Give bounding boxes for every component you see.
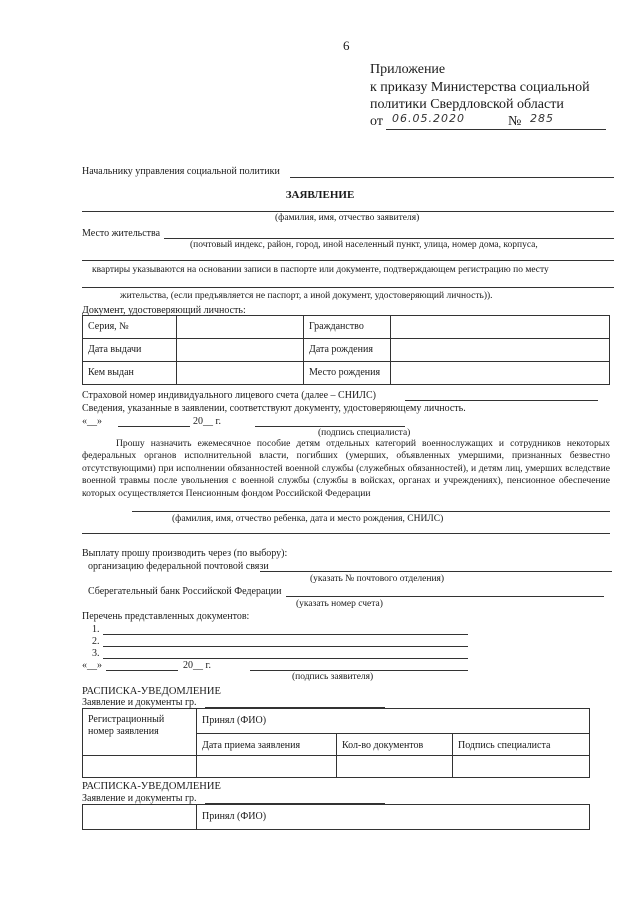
document-item-3: 3.	[92, 648, 100, 659]
annex-line-3: политики Свердловской области	[370, 97, 564, 112]
annex-date-handwritten: 06.05.2020	[392, 112, 465, 125]
id-issue-date-label: Дата выдачи	[88, 344, 142, 355]
annex-line-1: Приложение	[370, 62, 446, 77]
date-day-1: «__»	[82, 416, 102, 427]
payment-bank-caption: (указать номер счета)	[296, 599, 383, 609]
applicant-caption: (фамилия, имя, отчество заявителя)	[275, 213, 420, 223]
receipt-2-subtitle: Заявление и документы гр.	[82, 793, 197, 804]
specialist-sign-caption: (подпись специалиста)	[318, 428, 411, 438]
annex-number-sign: №	[508, 114, 522, 129]
applicant-name-line[interactable]	[82, 211, 614, 212]
id-series-label: Серия, №	[88, 321, 129, 332]
child-info-line[interactable]	[132, 511, 610, 512]
id-citizenship-label: Гражданство	[309, 321, 364, 332]
id-document-label: Документ, удостоверяющий личность:	[82, 305, 246, 316]
receipt-1-reg-number: Регистрационный номер заявления	[88, 714, 165, 737]
document-line-2[interactable]	[103, 646, 468, 647]
applicant-sign-line[interactable]	[250, 670, 468, 671]
residence-label: Место жительства	[82, 228, 161, 239]
document-item-1: 1.	[92, 624, 100, 635]
receipt-1-docs-count: Кол-во документов	[342, 740, 424, 751]
document-line-1[interactable]	[103, 634, 468, 635]
id-birth-place-label: Место рождения	[309, 367, 381, 378]
documents-list-label: Перечень представленных документов:	[82, 611, 250, 622]
receipt-1-subtitle: Заявление и документы гр.	[82, 697, 197, 708]
payment-post-option: организацию федеральной почтовой связи	[88, 561, 269, 572]
payment-label: Выплату прошу производить через (по выбору):	[82, 548, 288, 559]
addressee: Начальнику управления социальной политики	[82, 166, 280, 177]
receipt-2-accepted: Принял (ФИО)	[202, 811, 267, 822]
annex-number-handwritten: 285	[530, 112, 554, 125]
child-caption: (фамилия, имя, отчество ребенка, дата и место рождения, СНИЛС)	[172, 514, 444, 524]
receipt-1-title: РАСПИСКА-УВЕДОМЛЕНИЕ	[82, 686, 221, 697]
date-day-2: «__»	[82, 660, 102, 671]
snils-input-line[interactable]	[405, 400, 598, 401]
date-year-1: 20__ г.	[193, 416, 221, 427]
post-office-line[interactable]	[260, 571, 612, 572]
receipt-1-specialist-sign: Подпись специалиста	[458, 740, 551, 751]
applicant-sign-caption: (подпись заявителя)	[292, 672, 374, 682]
residence-line[interactable]	[164, 238, 614, 239]
document-item-2: 2.	[92, 636, 100, 647]
id-issued-by-label: Кем выдан	[88, 367, 134, 378]
document-line-3[interactable]	[103, 658, 468, 659]
residence-caption: (почтовый индекс, район, город, иной населенный пункт, улица, номер дома, корпуса,	[190, 240, 538, 250]
residence-caption-3: жительства, (если предъявляется не паспорт, а иной документ, удостоверяющий личность)).	[120, 291, 493, 301]
specialist-sign-line[interactable]	[255, 426, 405, 427]
request-paragraph: Прошу назначить ежемесячное пособие детям отдельных категорий военнослужащих и сотрудников некоторых федеральных органов исполнительной власти, погибших (умерших, объявленных умершими, признанных безвестно отсутствующими) при исполнении обязанностей военной службы (служебных обязанностей), и детям лиц, умерших вследствие военной травмы после увольнения с военной службы (службы в войсках, органах и учреждениях), пенсионное обеспечение которых осуществляется Пенсионным фондом Российской Федерации	[82, 438, 610, 499]
verify-statement: Сведения, указанные в заявлении, соответствуют документу, удостоверяющему личность.	[82, 403, 466, 414]
receipt-1-date-received: Дата приема заявления	[202, 740, 301, 751]
page-number: 6	[343, 38, 350, 53]
annex-line-2: к приказу Министерства социальной	[370, 80, 590, 95]
residence-caption-2: квартиры указываются на основании записи в паспорте или документе, подтверждающем регистрацию по месту	[92, 265, 549, 275]
receipt-2-title: РАСПИСКА-УВЕДОМЛЕНИЕ	[82, 781, 221, 792]
bank-account-line[interactable]	[286, 596, 604, 597]
snils-label: Страховой номер индивидуального лицевого счета (далее – СНИЛС)	[82, 390, 376, 401]
payment-bank-option: Сберегательный банк Российской Федерации	[88, 586, 282, 597]
document-title: ЗАЯВЛЕНИЕ	[285, 189, 355, 201]
annex-date-prefix: от	[370, 114, 383, 129]
date-year-2: 20__ г.	[183, 660, 211, 671]
receipt-1-accepted: Принял (ФИО)	[202, 715, 267, 726]
payment-post-caption: (указать № почтового отделения)	[310, 574, 445, 584]
id-birth-date-label: Дата рождения	[309, 344, 373, 355]
